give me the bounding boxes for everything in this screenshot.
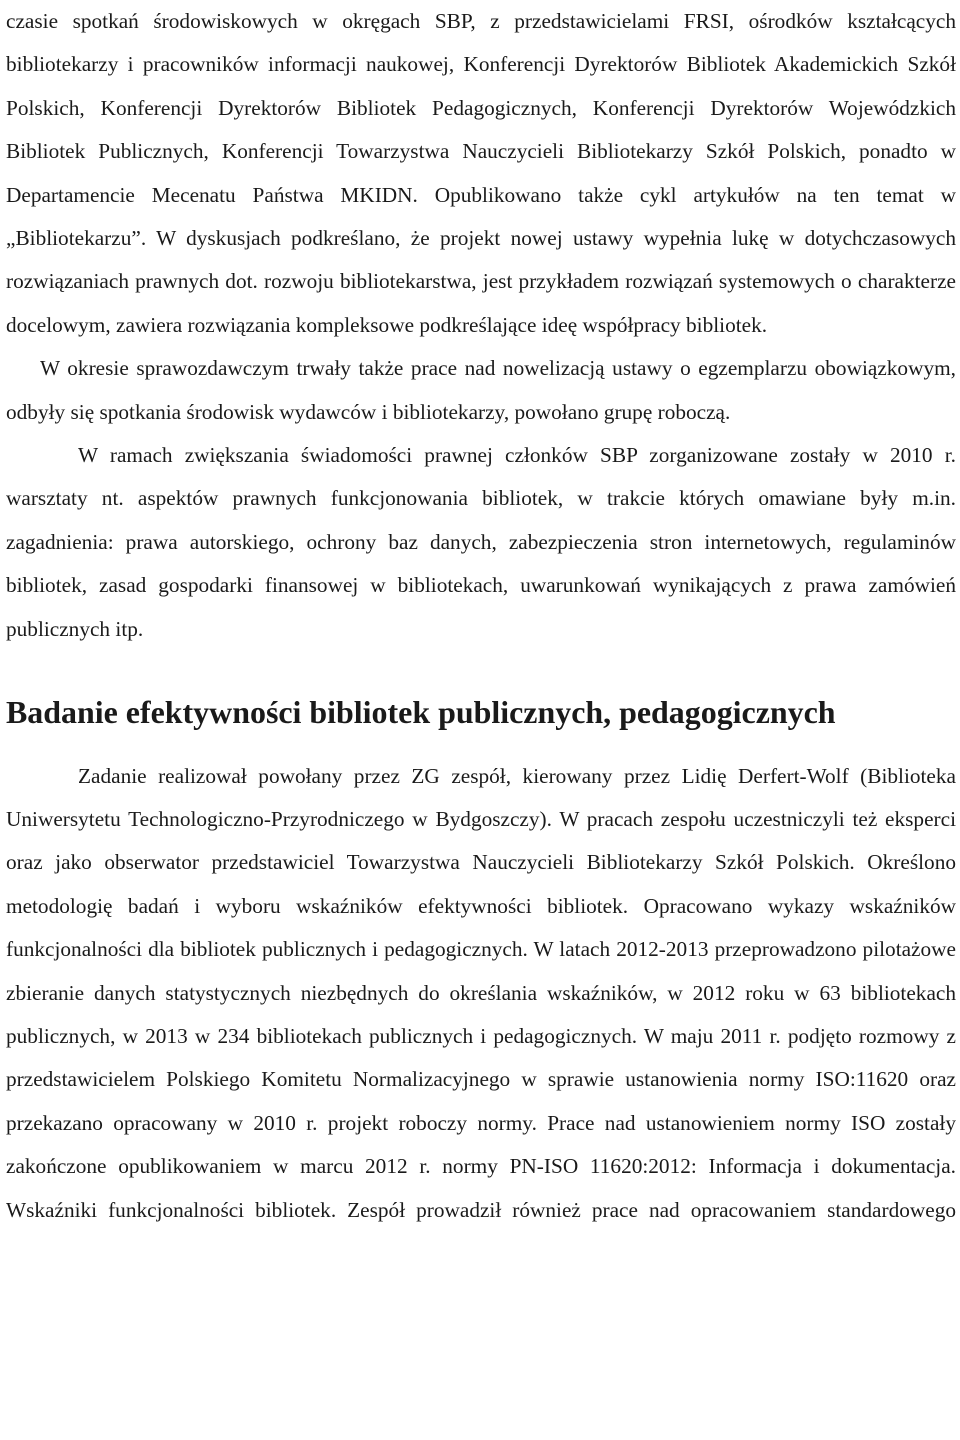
body-paragraph: W okresie sprawozdawczym trwały także prace nad nowelizacją ustawy o egzemplarzu obowiązkowym, odbyły się spotkania środowisk wydawców i bibliotekarzy, powołano grupę roboczą. — [6, 356, 956, 424]
body-paragraph: czasie spotkań środowiskowych w okręgach SBP, z przedstawicielami FRSI, ośrodków kształcących bibliotekarzy i pracowników informacji naukowej, Konferencji Dyrektorów Bibliotek Akademickich Szkół Polskich, Konferencji Dyrektorów Bibliotek Pedagogicznych, Konferencji Dyrektorów Wojewódzkich Bibliotek Publicznych, Konferencji Towarzystwa Nauczycieli Bibliotekarzy Szkół Polskich, ponadto w Departamencie Mecenatu Państwa MKIDN. Opublikowano także cykl artykułów na ten temat w „Bibliotekarzu”. W dyskusjach podkreślano, że projekt nowej ustawy wypełnia lukę w dotychczasowych rozwiązaniach prawnych dot. rozwoju bibliotekarstwa, jest przykładem rozwiązań systemowych o charakterze docelowym, zawiera rozwiązania kompleksowe podkreślające ideę współpracy bibliotek. — [6, 9, 956, 337]
section-heading: Badanie efektywności bibliotek publicznych, pedagogicznych — [6, 695, 836, 731]
body-paragraph: W ramach zwiększania świadomości prawnej członków SBP zorganizowane zostały w 2010 r. warsztaty nt. aspektów prawnych funkcjonowania bibliotek, w trakcie których omawiane były m.in. zagadnienia: prawa autorskiego, ochrony baz danych, zabezpieczenia stron internetowych, regulaminów bibliotek, zasad gospodarki finansowej w bibliotekach, uwarunkowań wynikających z prawa zamówień publicznych itp. — [6, 443, 956, 641]
section-paragraph: Zadanie realizował powołany przez ZG zespół, kierowany przez Lidię Derfert-Wolf (Biblioteka Uniwersytetu Technologiczno-Przyrodniczego w Bydgoszczy). W pracach zespołu uczestniczyli też eksperci oraz jako obserwator przedstawiciel Towarzystwa Nauczycieli Bibliotekarzy Szkół Polskich. Określono metodologię badań i wyboru wskaźników efektywności bibliotek. Opracowano wykazy wskaźników funkcjonalności dla bibliotek publicznych i pedagogicznych. W latach 2012-2013 przeprowadzono pilotażowe zbieranie danych statystycznych niezbędnych do określania wskaźników, w 2012 roku w 63 bibliotekach publicznych, w 2013 w 234 bibliotekach publicznych i pedagogicznych. W maju 2011 r. podjęto rozmowy z przedstawicielem Polskiego Komitetu Normalizacyjnego w sprawie ustanowienia normy ISO:11620 oraz przekazano opracowany w 2010 r. projekt roboczy normy. Prace nad ustanowieniem normy ISO zostały zakończone opublikowaniem w marcu 2012 r. normy PN-ISO 11620:2012: Informacja i dokumentacja. Wskaźniki funkcjonalności bibliotek. Zespół prowadził również prace nad opracowaniem standardowego — [6, 763, 956, 1222]
document-page — [6, 0, 956, 1232]
